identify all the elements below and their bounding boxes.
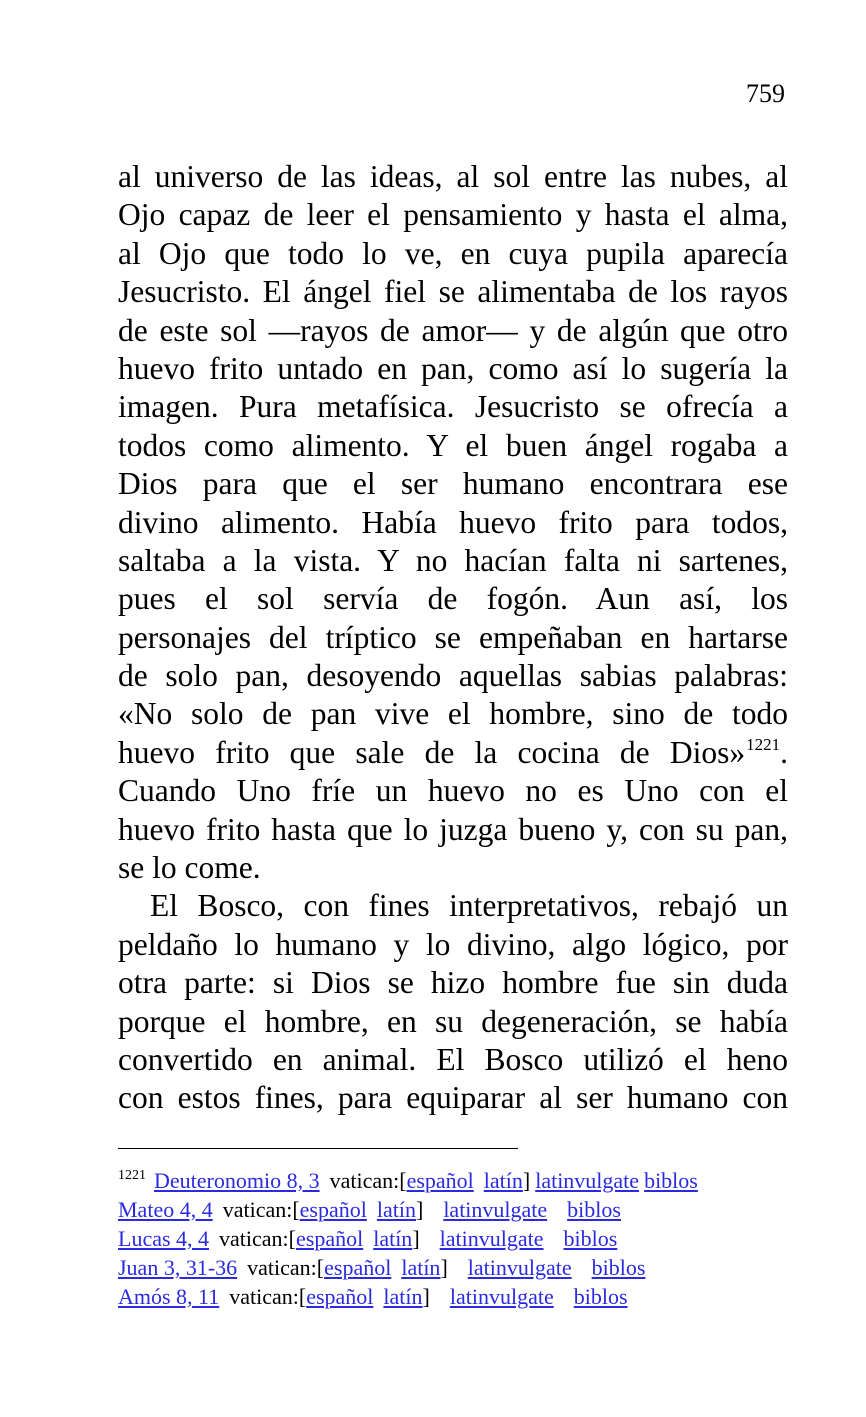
biblos-link[interactable]: biblos: [563, 1226, 618, 1251]
latinvulgate-link[interactable]: latinvulgate: [535, 1168, 640, 1193]
body-line: Jesucristo. El ángel fiel se alimentaba de los rayos: [118, 274, 788, 310]
body-line: personajes del tríptico se empeñaban en hartarse: [118, 619, 788, 655]
espanol-link[interactable]: español: [406, 1168, 474, 1193]
body-line: huevo frito hasta que lo juzga bueno y, con su pan,: [118, 811, 788, 847]
footnote-divider: [118, 1148, 518, 1149]
paragraph-first-line: El Bosco, con fines interpretativos, rebajó un: [150, 888, 788, 924]
body-line: al Ojo que todo lo ve, en cuya pupila aparecía: [118, 235, 788, 271]
body-line: «No solo de pan vive el hombre, sino de todo: [118, 696, 788, 732]
biblos-link[interactable]: biblos: [573, 1284, 628, 1309]
close-bracket: ]: [422, 1284, 430, 1309]
body-line: Dios para que el ser humano encontrara ese: [118, 466, 788, 502]
espanol-link[interactable]: español: [306, 1284, 374, 1309]
body-line: al universo de las ideas, al sol entre las nubes, al: [118, 159, 788, 194]
body-line: otra parte: si Dios se hizo hombre fue sin duda: [118, 965, 788, 1001]
latin-link[interactable]: latín: [401, 1255, 441, 1280]
close-bracket: ]: [440, 1255, 448, 1280]
espanol-link[interactable]: español: [296, 1226, 364, 1251]
body-line: peldaño lo humano y lo divino, algo lógico, por: [118, 926, 788, 962]
body-line: Ojo capaz de leer el pensamiento y hasta el alma,: [118, 197, 788, 233]
footnotes: [118, 1166, 808, 1311]
scripture-ref-link[interactable]: Lucas 4, 4: [118, 1226, 210, 1251]
footnote-reference: 1221: [746, 734, 781, 754]
footnote-row: [118, 1195, 808, 1224]
scripture-ref-link[interactable]: Mateo 4, 4: [118, 1197, 213, 1222]
body-line-text: .: [780, 734, 788, 770]
body-line: huevo frito untado en pan, como así lo sugería la: [118, 350, 788, 386]
latinvulgate-link[interactable]: latinvulgate: [449, 1284, 554, 1309]
biblos-link[interactable]: biblos: [567, 1197, 621, 1222]
scripture-ref-link[interactable]: Amós 8, 11: [118, 1284, 220, 1309]
page-number: 759: [746, 79, 785, 108]
latinvulgate-link[interactable]: latinvulgate: [439, 1226, 544, 1251]
biblos-link[interactable]: biblos: [591, 1255, 646, 1280]
body-line: Cuando Uno fríe un huevo no es Uno con el: [118, 773, 788, 809]
vatican-prefix: vatican:[: [219, 1226, 296, 1251]
body-line: de solo pan, desoyendo aquellas sabias palabras:: [118, 658, 788, 694]
body-line-with-footnote-ref: [118, 734, 788, 772]
body-line-text: huevo frito que sale de la cocina de Dios»: [118, 734, 746, 770]
footnote-row: [118, 1253, 808, 1282]
latinvulgate-link[interactable]: latinvulgate: [467, 1255, 572, 1280]
espanol-link[interactable]: español: [324, 1255, 392, 1280]
body-line: pues el sol servía de fogón. Aun así, los: [118, 581, 788, 617]
body-text: [118, 158, 788, 1118]
paragraph-last-line: se lo come.: [118, 850, 261, 886]
vatican-prefix: vatican:[: [329, 1168, 407, 1193]
latin-link[interactable]: latín: [483, 1168, 523, 1193]
body-line: porque el hombre, en su degeneración, se había: [118, 1003, 788, 1039]
biblos-link[interactable]: biblos: [644, 1168, 698, 1193]
body-line: todos como alimento. Y el buen ángel rogaba a: [118, 427, 788, 463]
close-bracket: ]: [412, 1226, 420, 1251]
scripture-ref-link[interactable]: Juan 3, 31-36: [118, 1255, 238, 1280]
close-bracket: ]: [415, 1197, 424, 1222]
body-line: divino alimento. Había huevo frito para todos,: [118, 504, 788, 540]
footnote-number: 1221: [118, 1168, 146, 1183]
footnote-row: [118, 1224, 808, 1253]
latin-link[interactable]: latín: [376, 1197, 416, 1222]
latin-link[interactable]: latín: [383, 1284, 423, 1309]
body-line: imagen. Pura metafísica. Jesucristo se ofrecía a: [118, 389, 788, 425]
espanol-link[interactable]: español: [299, 1197, 367, 1222]
vatican-prefix: vatican:[: [247, 1255, 325, 1280]
footnote-row: [118, 1282, 808, 1311]
scripture-ref-link[interactable]: Deuteronomio 8, 3: [154, 1168, 320, 1193]
vatican-prefix: vatican:[: [229, 1284, 307, 1309]
body-line: saltaba a la vista. Y no hacían falta ni sartenes,: [118, 542, 788, 578]
close-bracket: ]: [522, 1168, 531, 1193]
footnote-row: [118, 1166, 808, 1195]
latin-link[interactable]: latín: [373, 1226, 413, 1251]
latinvulgate-link[interactable]: latinvulgate: [443, 1197, 548, 1222]
body-line: de este sol —rayos de amor— y de algún que otro: [118, 312, 788, 348]
vatican-prefix: vatican:[: [222, 1197, 300, 1222]
body-line: convertido en animal. El Bosco utilizó el heno: [118, 1041, 788, 1077]
body-line: con estos fines, para equiparar al ser humano con: [118, 1080, 788, 1116]
